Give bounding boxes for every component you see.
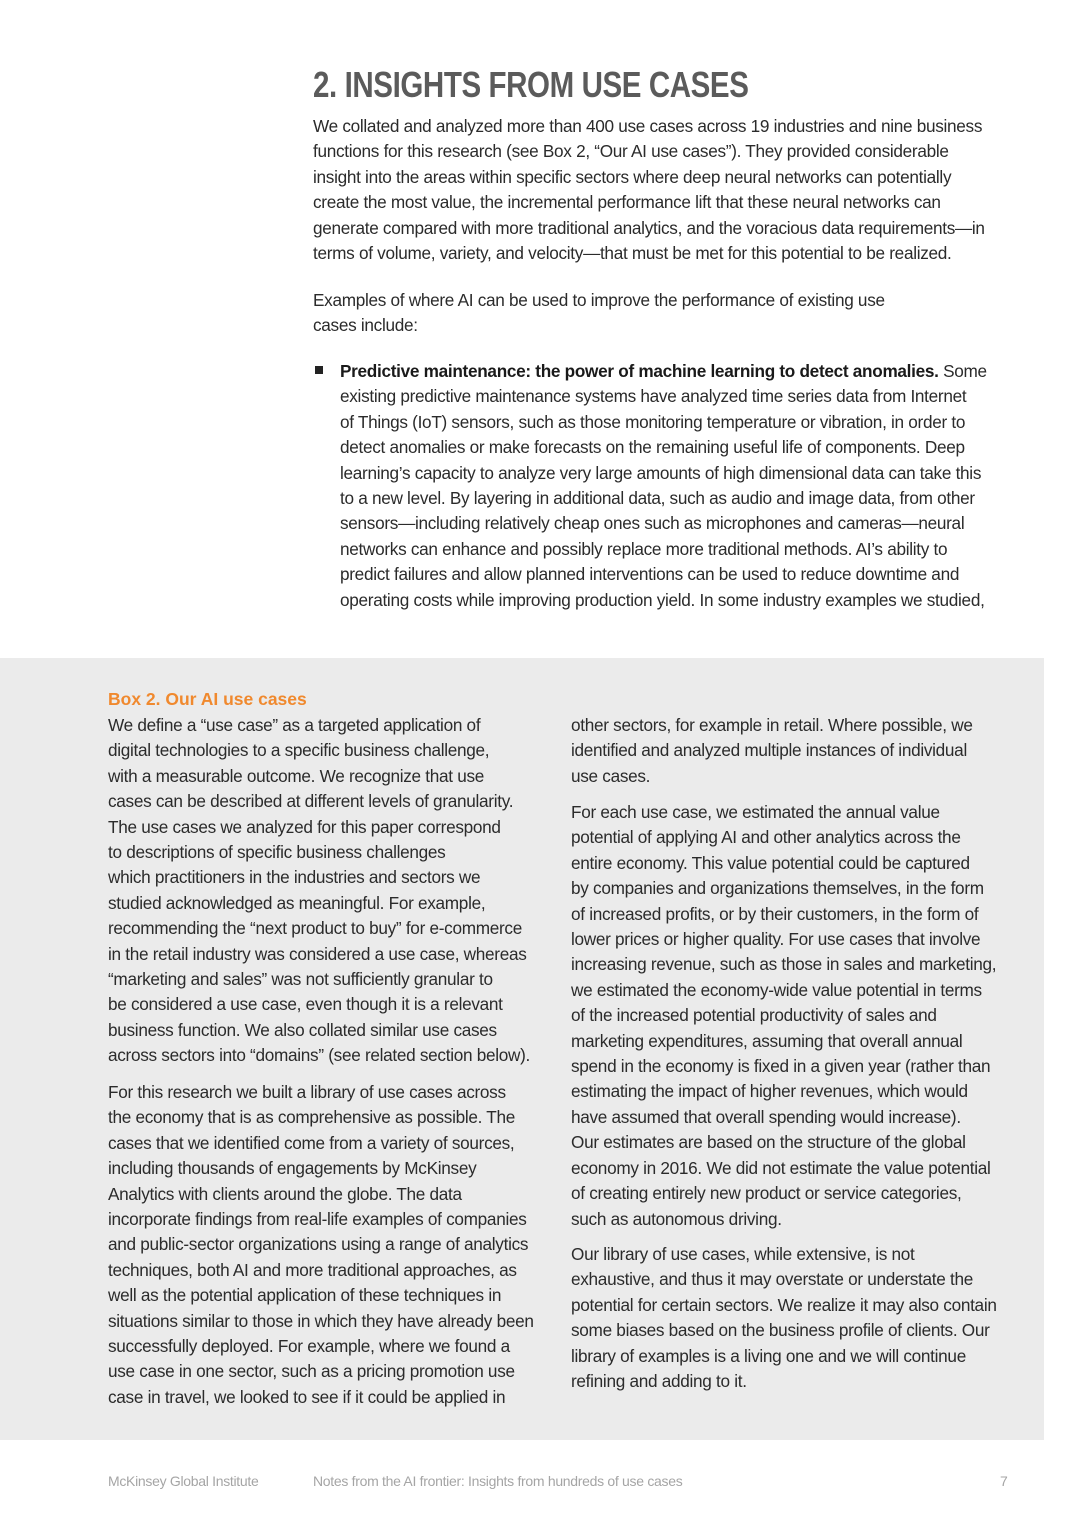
section-title: 2. INSIGHTS FROM USE CASES bbox=[313, 64, 749, 105]
text-line: learning’s capacity to analyze very large amounts of high dimensional data can take this bbox=[340, 462, 982, 483]
text-line: predict failures and allow planned interventions can be used to reduce downtime and bbox=[340, 564, 960, 585]
box-left-paragraph-1 bbox=[108, 713, 530, 1069]
text-line: to a new level. By layering in additional data, such as audio and image data, from other bbox=[340, 488, 975, 509]
text-line: of increased profits, or by their customers, in the form of bbox=[571, 903, 979, 924]
text-line: to descriptions of specific business challenges bbox=[108, 842, 446, 863]
text-line: by companies and organizations themselves, in the form bbox=[571, 878, 984, 899]
text-line: potential for certain sectors. We realize it may also contain bbox=[571, 1294, 997, 1315]
text-line: detect anomalies or make forecasts on the remaining useful life of components. Deep bbox=[340, 437, 965, 458]
text-line: the economy that is as comprehensive as possible. The bbox=[108, 1107, 516, 1128]
text-line: lower prices or higher quality. For use cases that involve bbox=[571, 929, 981, 950]
footer-publisher: McKinsey Global Institute bbox=[108, 1473, 259, 1489]
text-line: “marketing and sales” was not sufficiently granular to bbox=[108, 969, 493, 990]
bullet-square-icon bbox=[315, 366, 323, 374]
text-line: in the retail industry was considered a use case, whereas bbox=[108, 943, 527, 964]
intro-paragraph bbox=[313, 114, 985, 266]
text-line: have assumed that overall spending would increase). bbox=[571, 1106, 961, 1127]
examples-intro-paragraph bbox=[313, 288, 885, 339]
text-line: spend in the economy is fixed in a given year (rather than bbox=[571, 1056, 991, 1077]
text-line: we estimated the economy-wide value potential in terms bbox=[571, 979, 982, 1000]
footer-report-title: Notes from the AI frontier: Insights from hundreds of use cases bbox=[313, 1473, 683, 1489]
text-line: Analytics with clients around the globe. The data bbox=[108, 1183, 462, 1204]
bullet-predictive-maintenance bbox=[340, 359, 987, 613]
bullet-first-line-rest: Some bbox=[938, 361, 987, 381]
text-line: Our library of use cases, while extensive, is not bbox=[571, 1244, 915, 1264]
text-line: such as autonomous driving. bbox=[571, 1208, 782, 1229]
text-line: sensors—including relatively cheap ones such as microphones and cameras—neural bbox=[340, 513, 965, 534]
bullet-heading: Predictive maintenance: the power of machine learning to detect anomalies. bbox=[340, 361, 939, 381]
text-line: identified and analyzed multiple instances of individual bbox=[571, 740, 967, 761]
text-line: of creating entirely new product or service categories, bbox=[571, 1183, 962, 1204]
box-left-paragraph-2 bbox=[108, 1080, 534, 1410]
text-line: Our estimates are based on the structure of the global bbox=[571, 1132, 966, 1153]
text-line: be considered a use case, even though it is a relevant bbox=[108, 994, 503, 1015]
text-line: cases that we identified come from a variety of sources, bbox=[108, 1132, 515, 1153]
text-line: We collated and analyzed more than 400 use cases across 19 industries and nine business bbox=[313, 116, 983, 136]
text-line: digital technologies to a specific business challenge, bbox=[108, 740, 490, 761]
text-line: generate compared with more traditional analytics, and the voracious data requirements—in bbox=[313, 217, 985, 238]
text-line: techniques, both AI and more traditional approaches, as bbox=[108, 1259, 517, 1280]
text-line: Examples of where AI can be used to improve the performance of existing use bbox=[313, 290, 885, 310]
text-line: economy in 2016. We did not estimate the value potential bbox=[571, 1157, 991, 1178]
text-line: entire economy. This value potential could be captured bbox=[571, 852, 970, 873]
footer-page-number: 7 bbox=[1000, 1473, 1008, 1489]
text-line: operating costs while improving production yield. In some industry examples we studied, bbox=[340, 589, 985, 610]
box-right-paragraph-2 bbox=[571, 800, 996, 1232]
text-line: use case in one sector, such as a pricing promotion use bbox=[108, 1361, 515, 1382]
text-line: well as the potential application of these techniques in bbox=[108, 1285, 502, 1306]
text-line: networks can enhance and possibly replace more traditional methods. AI’s ability to bbox=[340, 538, 948, 559]
text-line: terms of volume, variety, and velocity—that must be met for this potential to be realized. bbox=[313, 243, 952, 264]
text-line: library of examples is a living one and we will continue bbox=[571, 1345, 966, 1366]
text-line: studied acknowledged as meaningful. For example, bbox=[108, 892, 486, 913]
text-line: insight into the areas within specific sectors where deep neural networks can potentially bbox=[313, 166, 952, 187]
text-line: and public-sector organizations using a range of analytics bbox=[108, 1234, 529, 1255]
box-title: Box 2. Our AI use cases bbox=[108, 689, 307, 709]
text-line: exhaustive, and thus it may overstate or understate the bbox=[571, 1269, 973, 1290]
text-line: functions for this research (see Box 2, “Our AI use cases”). They provided considerable bbox=[313, 141, 949, 162]
text-line: The use cases we analyzed for this paper correspond bbox=[108, 816, 501, 837]
text-line: across sectors into “domains” (see related section below). bbox=[108, 1045, 531, 1066]
text-line: some biases based on the business profile of clients. Our bbox=[571, 1320, 990, 1341]
box-right-paragraph-1 bbox=[571, 713, 973, 789]
text-line: with a measurable outcome. We recognize that use bbox=[108, 765, 485, 786]
text-line: case in travel, we looked to see if it could be applied in bbox=[108, 1386, 506, 1407]
text-line: We define a “use case” as a targeted application of bbox=[108, 715, 481, 735]
text-line: estimating the impact of higher revenues, which would bbox=[571, 1081, 968, 1102]
text-line: including thousands of engagements by McKinsey bbox=[108, 1158, 477, 1179]
text-line: use cases. bbox=[571, 765, 651, 786]
text-line: cases include: bbox=[313, 315, 418, 336]
text-line: business function. We also collated similar use cases bbox=[108, 1019, 497, 1040]
text-line: increasing revenue, such as those in sales and marketing, bbox=[571, 954, 997, 975]
text-line: of Things (IoT) sensors, such as those monitoring temperature or vibration, in order to bbox=[340, 411, 966, 432]
text-line: incorporate findings from real-life examples of companies bbox=[108, 1209, 527, 1230]
box-right-paragraph-3 bbox=[571, 1242, 997, 1394]
bullet-body bbox=[340, 384, 987, 613]
text-line: cases can be described at different levels of granularity. bbox=[108, 791, 514, 812]
text-line: successfully deployed. For example, where we found a bbox=[108, 1336, 510, 1357]
text-line: create the most value, the incremental performance lift that these neural networks can bbox=[313, 192, 941, 213]
text-line: potential of applying AI and other analytics across the bbox=[571, 827, 961, 848]
text-line: refining and adding to it. bbox=[571, 1371, 747, 1392]
text-line: For each use case, we estimated the annual value bbox=[571, 802, 940, 822]
text-line: existing predictive maintenance systems have analyzed time series data from Internet bbox=[340, 386, 967, 407]
text-line: recommending the “next product to buy” for e-commerce bbox=[108, 918, 522, 939]
text-line: of the increased potential productivity of sales and bbox=[571, 1005, 937, 1026]
text-line: For this research we built a library of use cases across bbox=[108, 1082, 506, 1102]
text-line: which practitioners in the industries and sectors we bbox=[108, 867, 481, 888]
text-line: situations similar to those in which they have already been bbox=[108, 1310, 534, 1331]
text-line: marketing expenditures, assuming that overall annual bbox=[571, 1030, 963, 1051]
text-line: other sectors, for example in retail. Where possible, we bbox=[571, 715, 973, 735]
